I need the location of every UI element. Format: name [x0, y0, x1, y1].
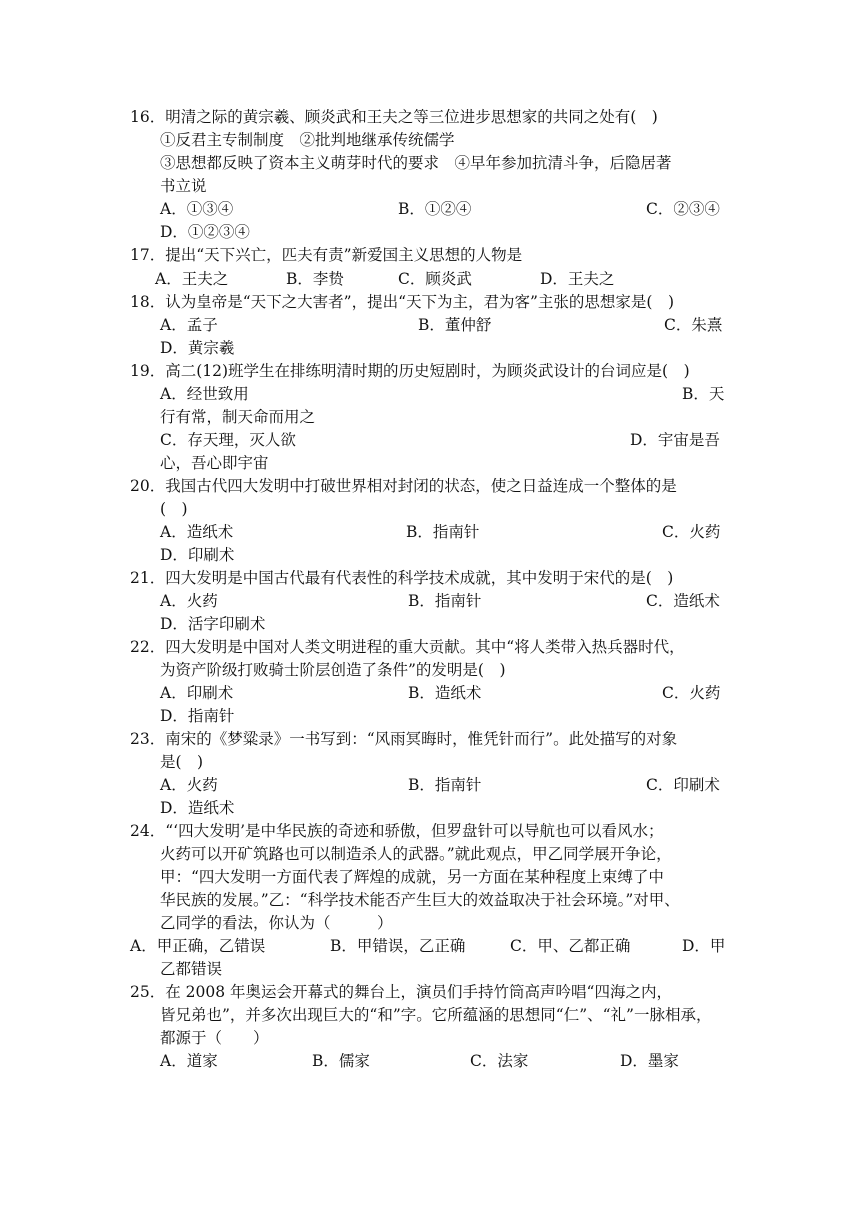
question-25-stem-line-3: 都源于（ ）	[160, 1029, 269, 1047]
question-24-stem: 24．“‘四大发明’是中华民族的奇迹和骄傲，但罗盘针可以导航也可以看风水；	[130, 822, 664, 840]
question-24-stem-line-2: 火药可以开矿筑路也可以制造杀人的武器。”就此观点，甲乙同学展开争论，	[160, 845, 672, 863]
question-24-option-d: D．甲	[682, 937, 726, 955]
question-22-stem-cont: 为资产阶级打败骑士阶层创造了条件”的发明是( )	[160, 661, 506, 679]
question-24-option-d-cont: 乙都错误	[160, 960, 223, 978]
question-19-option-b-cont: 行有常，制天命而用之	[160, 408, 316, 426]
question-23-option-b: B．指南针	[408, 776, 482, 794]
question-16-items-line-3: 书立说	[160, 177, 207, 195]
question-23-stem-cont: 是( )	[160, 753, 204, 771]
question-25-option-b: B．儒家	[312, 1052, 370, 1070]
question-16-option-d: D．①②③④	[160, 223, 250, 241]
question-16-stem: 16．明清之际的黄宗羲、顾炎武和王夫之等三位进步思想家的共同之处有( )	[130, 108, 658, 126]
question-20-option-d: D．印刷术	[160, 546, 235, 564]
question-20-option-b: B．指南针	[406, 523, 480, 541]
question-20-stem: 20．我国古代四大发明中打破世界相对封闭的状态，使之日益连成一个整体的是	[130, 477, 677, 495]
question-18-option-a: A．孟子	[160, 316, 218, 334]
question-21-option-d: D．活字印刷术	[160, 615, 266, 633]
question-19-option-c: C．存天理，灭人欲	[160, 431, 296, 449]
question-19-option-d-cont: 心，吾心即宇宙	[160, 454, 269, 472]
question-24-stem-line-5: 乙同学的看法，你认为（ ）	[160, 914, 393, 932]
question-16-items-line-1: ①反君主专制制度 ②批判地继承传统儒学	[160, 131, 455, 149]
question-25-option-c: C．法家	[470, 1052, 529, 1070]
question-23-option-a: A．火药	[160, 776, 218, 794]
question-17-option-c: C．顾炎武	[398, 270, 472, 288]
question-16-option-a: A．①③④	[160, 200, 234, 218]
question-19-option-d: D．宇宙是吾	[630, 431, 720, 449]
question-23-stem: 23．南宋的《梦粱录》一书写到：“风雨冥晦时，惟凭针而行”。此处描写的对象	[130, 730, 678, 748]
question-16-items-line-2: ③思想都反映了资本主义萌芽时代的要求 ④早年参加抗清斗争，后隐居著	[160, 154, 672, 172]
question-22-option-c: C．火药	[662, 684, 721, 702]
question-24-option-c: C．甲、乙都正确	[510, 937, 631, 955]
question-21-stem: 21．四大发明是中国古代最有代表性的科学技术成就，其中发明于宋代的是( )	[130, 569, 674, 587]
question-22-option-a: A．印刷术	[160, 684, 234, 702]
question-18-option-b: B．董仲舒	[418, 316, 492, 334]
question-20-stem-cont: ( )	[160, 500, 188, 518]
question-21-option-a: A．火药	[160, 592, 218, 610]
question-24-option-b: B．甲错误，乙正确	[330, 937, 466, 955]
question-20-option-a: A．造纸术	[160, 523, 234, 541]
question-19-stem: 19．高二(12)班学生在排练明清时期的历史短剧时，为顾炎武设计的台词应是( )	[130, 362, 690, 380]
question-18-stem: 18．认为皇帝是“天下之大害者”，提出“天下为主，君为客”主张的思想家是( )	[130, 293, 675, 311]
question-19-option-b: B．天	[682, 385, 725, 403]
question-23-option-d: D．造纸术	[160, 799, 235, 817]
question-24-option-a: A．甲正确，乙错误	[130, 937, 266, 955]
question-17-option-a: A．王夫之	[155, 270, 229, 288]
question-20-option-c: C．火药	[662, 523, 721, 541]
question-25-stem: 25．在 2008 年奥运会开幕式的舞台上，演员们手持竹筒高声吟唱“四海之内，	[130, 983, 672, 1001]
question-22-option-d: D．指南针	[160, 707, 235, 725]
question-17-stem: 17．提出“天下兴亡，匹夫有责”新爱国主义思想的人物是	[130, 246, 523, 264]
question-22-stem: 22．四大发明是中国对人类文明进程的重大贡献。其中“将人类带入热兵器时代，	[130, 638, 685, 656]
question-22-option-b: B．造纸术	[408, 684, 482, 702]
question-25-option-d: D．墨家	[620, 1052, 679, 1070]
question-16-option-c: C．②③④	[646, 200, 720, 218]
question-24-stem-line-3: 甲：“四大发明一方面代表了辉煌的成就，另一方面在某种程度上束缚了中	[160, 868, 664, 886]
question-17-option-b: B．李贽	[286, 270, 344, 288]
question-18-option-c: C．朱熹	[664, 316, 723, 334]
question-23-option-c: C．印刷术	[646, 776, 720, 794]
question-17-option-d: D．王夫之	[540, 270, 615, 288]
question-25-option-a: A．道家	[160, 1052, 218, 1070]
question-24-stem-line-4: 华民族的发展。”乙：“科学技术能否产生巨大的效益取决于社会环境。”对甲、	[160, 891, 680, 909]
question-25-stem-line-2: 皆兄弟也”，并多次出现巨大的“和”字。它所蕴涵的思想同“仁”、“礼”一脉相承，	[160, 1006, 712, 1024]
question-21-option-b: B．指南针	[408, 592, 482, 610]
question-21-option-c: C．造纸术	[646, 592, 720, 610]
question-19-option-a: A．经世致用	[160, 385, 249, 403]
question-18-option-d: D．黄宗羲	[160, 339, 235, 357]
question-16-option-b: B．①②④	[398, 200, 472, 218]
